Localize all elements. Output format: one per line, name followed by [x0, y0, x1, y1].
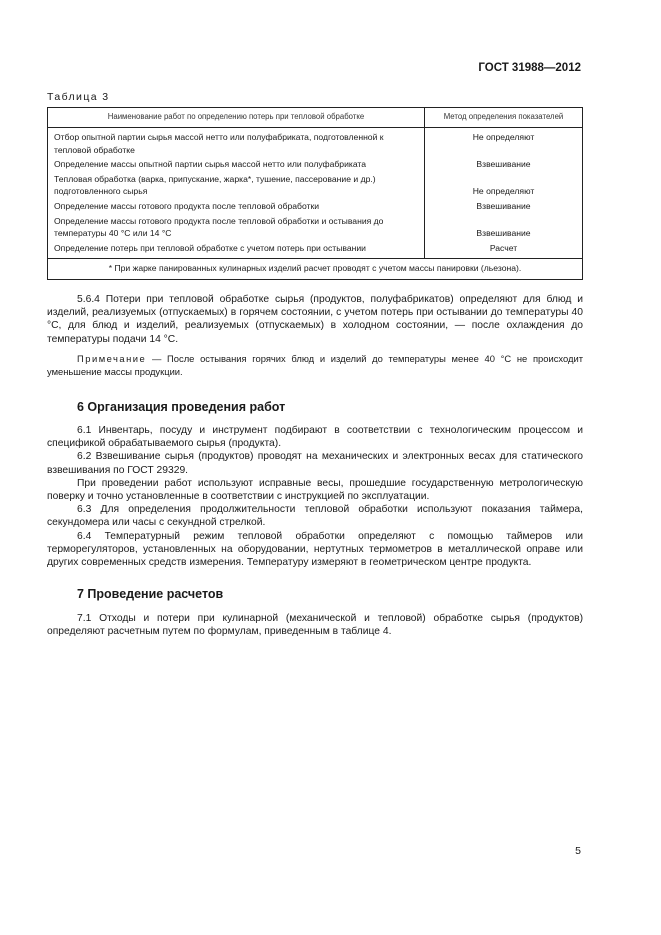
- table-cell-work: Тепловая обработка (варка, припускание, жарка*, тушение, пассерование и др.) подготовленного сырья: [48, 172, 425, 199]
- table-cell-method: Взвешивание: [476, 228, 531, 239]
- section-6-body: [47, 424, 583, 569]
- table-cell-work: Определение массы опытной партии сырья массой нетто или полуфабриката: [48, 157, 425, 172]
- table-cell-work: Определение потерь при тепловой обработке с учетом потерь при остывании: [48, 241, 425, 259]
- paragraph: 6.1 Инвентарь, посуду и инструмент подбирают в соответствии с технологическим процессом и спецификой обрабатываемого сырья (продукта).: [47, 425, 583, 450]
- table-cell-method: Не определяют: [425, 128, 583, 158]
- table-row: [48, 128, 583, 158]
- table-row: [48, 214, 583, 241]
- paragraph: 7.1 Отходы и потери при кулинарной (механической и тепловой) обработке сырья (продуктов) определяют расчетным путем по формулам, приведенным в таблице 4.: [47, 613, 583, 638]
- table-footnote: * При жарке панированных кулинарных изделий расчет проводят с учетом массы панировки (льезона).: [48, 259, 583, 280]
- table-cell-method: Расчет: [425, 241, 583, 259]
- table-header-method: Метод определения показателей: [425, 108, 583, 128]
- table-footnote-row: [48, 259, 583, 280]
- table-cell-work: Определение массы готового продукта после тепловой обработки: [48, 199, 425, 214]
- note-label: Примечание: [77, 353, 147, 364]
- clause-5-6-4: [47, 293, 583, 346]
- section-7-title: 7 Проведение расчетов: [77, 587, 224, 601]
- table-cell-method: Не определяют: [472, 186, 535, 197]
- table-caption: Таблица 3: [47, 91, 110, 103]
- paragraph: 6.2 Взвешивание сырья (продуктов) проводят на механических и электронных весах для статического взвешивания по ГОСТ 29329.: [47, 451, 583, 476]
- table-3: [47, 107, 583, 280]
- table-header-work-name: Наименование работ по определению потерь при тепловой обработке: [48, 108, 425, 128]
- paragraph: 6.4 Температурный режим тепловой обработки определяют с помощью таймеров или терморегуляторов, установленных на оборудовании, нертутных термометров в металлической оправе или других современных средств измерения. Температуру измеряют в геометрическом центре продукта.: [47, 530, 583, 569]
- document-code: ГОСТ 31988—2012: [478, 62, 581, 74]
- paragraph: 6.3 Для определения продолжительности тепловой обработки используют показания таймера, секундомера или часы с секундной стрелкой.: [47, 504, 583, 529]
- table-row: [48, 157, 583, 172]
- table-row: [48, 172, 583, 199]
- table-row: [48, 199, 583, 214]
- paragraph: При проведении работ используют исправные весы, прошедшие государственную метрологическую поверку и точно установленные в соответствии с инструкцией по эксплуатации.: [47, 477, 583, 503]
- table-cell-method: Взвешивание: [425, 157, 583, 172]
- table-cell-work: Отбор опытной партии сырья массой нетто или полуфабриката, подготовленной к тепловой обработке: [48, 128, 425, 158]
- note: [47, 352, 583, 378]
- table-row: [48, 241, 583, 259]
- note-text: — После остывания горячих блюд и изделий до температуры менее 40 °С не происходит уменьшение массы продукции.: [47, 353, 583, 377]
- page-number: 5: [575, 845, 581, 857]
- paragraph: 5.6.4 Потери при тепловой обработке сырья (продуктов, полуфабрикатов) определяют для блюд и изделий, реализуемых (отпускаемых) в горячем состоянии, с учетом потерь при остывании до температуры 40 °С, для блюд и изделий, реализуемых (отпускаемых) в холодном состоянии, — после охлаждения до температуры подачи 14 °С.: [47, 294, 583, 345]
- section-6-title: 6 Организация проведения работ: [77, 400, 286, 414]
- table-cell-work: Определение массы готового продукта после тепловой обработки и остывания до температуры 40 °С или 14 °С: [48, 214, 425, 241]
- section-7-body: [47, 612, 583, 638]
- table-cell-method: Взвешивание: [425, 199, 583, 214]
